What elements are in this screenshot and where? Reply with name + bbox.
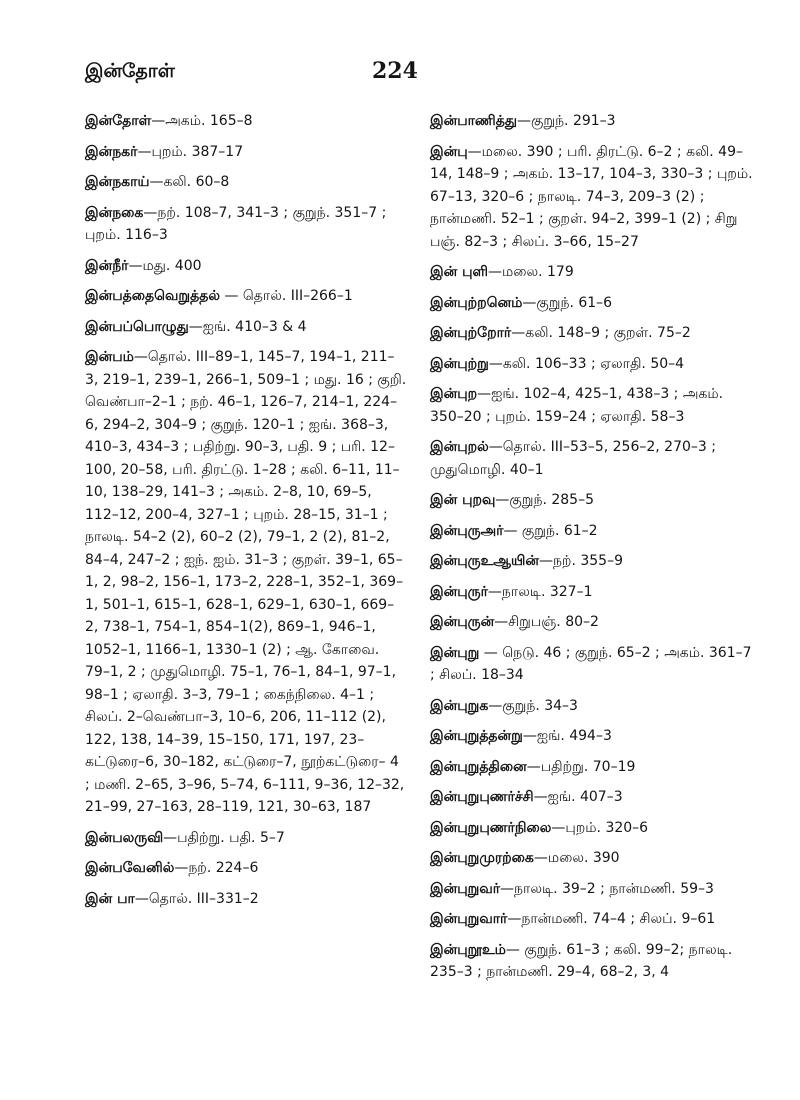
entry-headword: இன் புறவு [430, 492, 496, 508]
entry-headword: இன்புறுவர் [430, 880, 501, 897]
entry-references: — நெடு. 46 ; குறுந். 65–2 ; அகம். 361–7 ; சிலப். 18–34 [430, 644, 752, 683]
entry-headword: இன்நகாய் [85, 174, 150, 190]
entry-references: —மது. 400 [128, 257, 202, 274]
index-entry [430, 939, 758, 984]
index-entry [85, 285, 407, 308]
entry-references: — தொல். III–266–1 [219, 288, 353, 304]
entry-headword: இன்பு [430, 143, 468, 160]
entry-references: —தொல். III–53–5, 256–2, 270–3 ; முதுமொழி. 40–1 [430, 439, 716, 478]
entry-references: —நாலடி. 327–1 [487, 583, 593, 600]
index-entry [430, 695, 758, 718]
index-entry [85, 255, 407, 278]
entry-references: —தொல். III–331–2 [134, 890, 259, 907]
entry-headword: இன்புறுத்தன்று [430, 728, 523, 744]
entry-headword: இன்புறூஉம் [430, 941, 506, 958]
entry-references: —குறுந். 285–5 [495, 492, 594, 508]
entry-headword: இன்பப்பொழுது [85, 318, 189, 335]
index-entry [430, 756, 758, 779]
index-entry [85, 346, 407, 819]
entry-headword: இன் பா [85, 890, 135, 907]
entry-references: —குறுந். 291–3 [517, 113, 616, 129]
entry-references: —ஐங். 407–3 [533, 789, 623, 805]
index-entry [430, 725, 758, 748]
entry-headword: இன்பாணித்து [430, 113, 518, 129]
entry-references: —பதிற்று. 70–19 [526, 758, 636, 775]
index-entry [85, 888, 407, 911]
entry-headword: இன்புற்று [430, 355, 489, 372]
index-entry [430, 322, 758, 345]
index-entry [430, 878, 758, 901]
entry-headword: இன்புருஉஆயின் [430, 553, 539, 569]
entry-references: —மலை. 390 ; பரி. திரட்டு. 6–2 ; கலி. 49–14, 148–9 ; அகம். 13–17, 104–3, 330–3 ; புறம். 67–13, 320–6 ; நாலடி. 74–3, 209–3 (2) ; நான்மணி. 52–1 ; குறள். 94–2, 399–1 (2) ; சிறு பஞ். 82–3 ; சிலப். 3–66, 15–27 [430, 143, 753, 250]
entry-headword: இன்பத்தைவெறுத்தல் [85, 288, 220, 304]
index-entry [430, 520, 758, 543]
entry-headword: இன்புருன் [430, 614, 495, 630]
index-entry [85, 202, 407, 247]
entry-references: —ஐங். 102–4, 425–1, 438–3 ; அகம். 350–20 ; புறம். 159–24 ; ஏலாதி. 58–3 [430, 386, 724, 425]
entry-references: —மலை. 179 [487, 264, 574, 280]
entry-references: —புறம். 320–6 [551, 819, 649, 836]
index-entry [430, 353, 758, 376]
index-entry [430, 261, 758, 284]
left-column [85, 110, 407, 918]
entry-headword: இன்புறுமுரற்கை [430, 850, 534, 866]
index-entry [430, 110, 758, 133]
index-entry [430, 847, 758, 870]
index-entry [85, 316, 407, 339]
index-entry [430, 581, 758, 604]
entry-headword: இன்புருர் [430, 583, 488, 600]
index-entry [85, 857, 407, 880]
index-entry [430, 436, 758, 481]
entry-references: —ஐங். 494–3 [522, 728, 612, 744]
entry-references: —நற். 355–9 [538, 553, 623, 569]
entry-references: —நற். 108–7, 341–3 ; குறுந். 351–7 ; புறம். 116–3 [85, 204, 387, 243]
entry-references: — குறுந். 61–2 [503, 522, 598, 539]
index-entry [430, 817, 758, 840]
index-entry [430, 383, 758, 428]
entry-headword: இன்பலருவி [85, 829, 164, 846]
entry-headword: இன்புறுபுணர்ச்சி [430, 789, 534, 805]
entry-headword: இன்பம் [85, 349, 134, 365]
entry-headword: இன்புறல் [430, 439, 489, 455]
entry-references: —நாலடி. 39–2 ; நான்மணி. 59–3 [500, 880, 714, 897]
index-entry [430, 611, 758, 634]
entry-references: —தொல். III–89–1, 145–7, 194–1, 211–3, 219–1, 239–1, 266–1, 509–1 ; மது. 16 ; குறி. வெண்பா–2–1 ; நற். 46–1, 126–7, 214–1, 224–6, 294–2, 304–9 ; குறுந். 120–1 ; ஐங். 368–3, 410–3, 434–3 ; பதிற்று. 90–3, பதி. 9 ; பரி. 12–100, 20–58, பரி. திரட்டு. 1–28 ; கலி. 6–11, 11–10, 138–29, 141–3 ; அகம். 2–8, 10, 69–5, 112–12, 200–4, 327–1 ; புறம். 28–15, 31–1 ; நாலடி. 54–2 (2), 60–2 (2), 79–1, 2 (2), 81–2, 84–4, 247–2 ; ஐந். ஐம். 31–3 ; குறள். 39–1, 65–1, 2, 98–2, 156–1, 173–2, 228–1, 352–1, 369–1, 501–1, 615–1, 628–1, 629–1, 630–1, 669–2, 738–1, 754–1, 854–1(2), 869–1, 946–1, 1052–1, 1166–1, 1330–1 (2) ; ஆ. கோவை. 79–1, 2 ; முதுமொழி. 75–1, 76–1, 84–1, 97–1, 98–1 ; ஏலாதி. 3–3, 79–1 ; கைந்நிலை. 4–1 ; சிலப். 2–வெண்பா–3, 10–6, 206, 11–112 (2), 122, 138, 14–39, 15–150, 171, 197, 23–கட்டுரை–6, 30–182, கட்டுரை–7, நூற்கட்டுரை– 4 ; மணி. 2–65, 3–96, 5–74, 6–111, 9–36, 12–32, 21–99, 27–163, 28–119, 121, 30–63, 187 [85, 349, 407, 815]
index-entry [85, 110, 407, 133]
entry-references: —கலி. 148–9 ; குறள். 75–2 [511, 325, 691, 341]
entry-references: —நற். 224–6 [174, 860, 259, 876]
entry-headword: இன்புறு [430, 644, 480, 661]
entry-headword: இன்புருஅர் [430, 522, 504, 539]
index-entry [430, 642, 758, 687]
index-entry [85, 827, 407, 850]
entry-headword: இன் புளி [430, 264, 488, 280]
entry-headword: இன்புறுபுணர்நிலை [430, 819, 552, 836]
entry-headword: இன்புறுத்தினை [430, 758, 527, 775]
index-entry [430, 550, 758, 573]
entry-references: —பதிற்று. பதி. 5–7 [163, 829, 285, 846]
index-entry [430, 141, 758, 254]
entry-references: —கலி. 106–33 ; ஏலாதி. 50–4 [488, 355, 685, 372]
entry-references: —மலை. 390 [533, 850, 620, 866]
entry-headword: இன்புறுக [430, 697, 489, 714]
running-head: இன்தோள் [85, 60, 175, 82]
entry-headword: இன்புற்றனெம் [430, 294, 523, 311]
index-entry [85, 171, 407, 194]
entry-references: —குறுந். 34–3 [488, 697, 578, 714]
index-entry [430, 908, 758, 931]
entry-headword: இன்நீர் [85, 257, 129, 274]
entry-headword: இன்நகை [85, 204, 144, 221]
index-entry [430, 489, 758, 512]
entry-references: — குறுந். 61–3 ; கலி. 99–2; நாலடி. 235–3 ; நான்மணி. 29–4, 68–2, 3, 4 [430, 941, 733, 980]
page-number: 224 [372, 58, 418, 84]
right-column [430, 110, 758, 992]
index-entry [430, 292, 758, 315]
entry-references: —கலி. 60–8 [149, 174, 230, 190]
entry-headword: இன்நகர் [85, 143, 138, 160]
entry-references: —அகம். 165–8 [151, 113, 253, 129]
entry-headword: இன்புற்றோர் [430, 325, 512, 341]
entry-references: —புறம். 387–17 [137, 143, 244, 160]
entry-headword: இன்தோள் [85, 113, 152, 129]
entry-headword: இன்புற [430, 386, 478, 402]
entry-references: —சிறுபஞ். 80–2 [494, 614, 599, 630]
entry-references: —நான்மணி. 74–4 ; சிலப். 9–61 [507, 911, 716, 927]
entry-references: —குறுந். 61–6 [522, 294, 613, 311]
entry-headword: இன்பவேனில் [85, 860, 175, 876]
entry-headword: இன்புறுவார் [430, 911, 508, 927]
index-entry [430, 786, 758, 809]
entry-references: —ஐங். 410–3 & 4 [188, 318, 307, 335]
index-entry [85, 141, 407, 164]
